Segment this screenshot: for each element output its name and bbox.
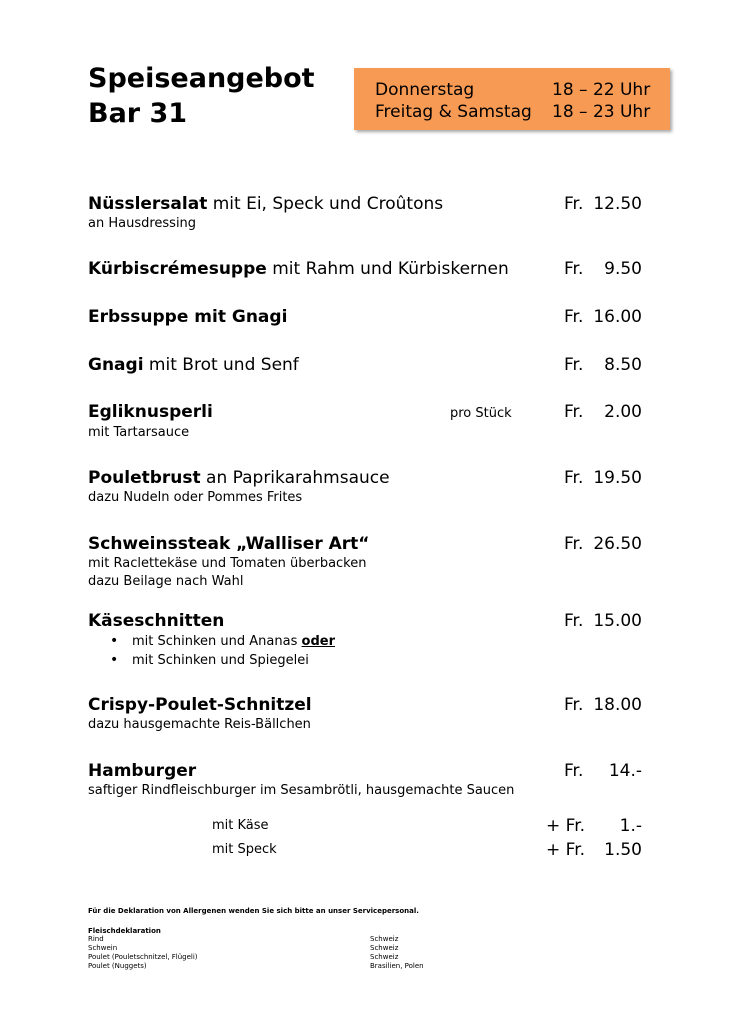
menu-item-name — [88, 401, 213, 423]
menu-item-name — [88, 467, 390, 489]
dish-name: Crispy-Poulet-Schnitzel — [88, 695, 312, 715]
price-currency: Fr. — [564, 468, 584, 488]
extra-price: 1.50 — [604, 840, 642, 860]
page-title-line1: Speiseangebot — [88, 63, 315, 94]
menu-item-name — [88, 258, 509, 280]
meat-origin: Schweiz — [370, 944, 399, 952]
price-value: 26.50 — [593, 534, 642, 554]
dish-name: Gnagi — [88, 355, 144, 375]
hours-day-2: Freitag & Samstag — [375, 102, 532, 122]
dish-description: mit Brot und Senf — [143, 355, 299, 375]
allergen-note — [88, 907, 419, 915]
meat-origin: Brasilien, Polen — [370, 962, 424, 970]
hours-time-1: 18 – 22 Uhr — [552, 80, 651, 100]
meat-item: Schwein — [88, 944, 118, 952]
price-currency: Fr. — [564, 355, 584, 375]
dish-subtext: mit Raclettekäse und Tomaten überbacken — [88, 556, 367, 571]
price-currency: Fr. — [564, 307, 584, 327]
dish-name: Käseschnitten — [88, 611, 225, 631]
dish-name: Hamburger — [88, 761, 197, 781]
option-or: oder — [301, 634, 335, 649]
hours-day-1: Donnerstag — [375, 80, 475, 100]
meat-declaration-title-text: Fleischdeklaration — [88, 927, 161, 935]
page-title-line2: Bar 31 — [88, 98, 188, 129]
meat-declaration-title — [88, 927, 161, 935]
option-item — [110, 632, 335, 651]
dish-name: Schweinssteak „Walliser Art“ — [88, 534, 370, 554]
meat-origin: Schweiz — [370, 953, 399, 961]
option-text: mit Schinken und Spiegelei — [132, 653, 309, 668]
dish-subtext: dazu Nudeln oder Pommes Frites — [88, 490, 303, 505]
dish-name: Pouletbrust — [88, 468, 201, 488]
menu-item-name — [88, 306, 287, 328]
menu-item-name — [88, 610, 224, 632]
meat-item: Poulet (Pouletschnitzel, Flügeli) — [88, 953, 198, 961]
price-value: 8.50 — [604, 355, 642, 375]
price-currency: Fr. — [564, 402, 584, 422]
price-currency: Fr. — [564, 695, 584, 715]
menu-item-name — [88, 760, 196, 782]
extra-currency: + Fr. — [546, 840, 586, 860]
meat-item: Rind — [88, 935, 104, 943]
price-currency: Fr. — [564, 761, 584, 781]
option-item — [110, 651, 335, 670]
price-value: 15.00 — [593, 611, 642, 631]
price-value: 2.00 — [604, 402, 642, 422]
unit-note: pro Stück — [450, 406, 512, 421]
price-value: 9.50 — [604, 259, 642, 279]
price-currency: Fr. — [564, 194, 584, 214]
price-value: 14.- — [608, 761, 642, 781]
dish-name: Nüsslersalat — [88, 194, 208, 214]
price-value: 19.50 — [593, 468, 642, 488]
dish-description: mit Ei, Speck und Croûtons — [207, 194, 444, 214]
menu-item-name — [88, 354, 299, 376]
option-list — [110, 632, 335, 670]
hours-time-2: 18 – 23 Uhr — [552, 102, 651, 122]
dish-name: Egliknusperli — [88, 402, 213, 422]
price-value: 12.50 — [593, 194, 642, 214]
dish-subtext-2: dazu Beilage nach Wahl — [88, 574, 244, 589]
dish-description: an Paprikarahmsauce — [200, 468, 390, 488]
menu-item-name — [88, 193, 443, 215]
dish-subtext: dazu hausgemachte Reis-Bällchen — [88, 717, 311, 732]
price-currency: Fr. — [564, 259, 584, 279]
menu-item-name — [88, 533, 369, 555]
extra-label: mit Speck — [212, 842, 277, 857]
price-value: 16.00 — [593, 307, 642, 327]
price-currency: Fr. — [564, 611, 584, 631]
option-text: mit Schinken und Ananas — [132, 634, 302, 649]
meat-origin: Schweiz — [370, 935, 399, 943]
price-value: 18.00 — [593, 695, 642, 715]
dish-subtext: mit Tartarsauce — [88, 425, 190, 440]
opening-hours-box — [354, 68, 670, 130]
extra-label: mit Käse — [212, 818, 269, 833]
extra-currency: + Fr. — [546, 816, 586, 836]
meat-item: Poulet (Nuggets) — [88, 962, 147, 970]
dish-name: Kürbiscrémesuppe — [88, 259, 267, 279]
extra-price: 1.- — [619, 816, 642, 836]
allergen-note-text: Für die Deklaration von Allergenen wenden Sie sich bitte an unser Servicepersonal. — [88, 907, 419, 915]
dish-subtext: saftiger Rindfleischburger im Sesambrötli, hausgemachte Saucen — [88, 783, 515, 798]
dish-subtext: an Hausdressing — [88, 216, 197, 231]
price-currency: Fr. — [564, 534, 584, 554]
dish-name: Erbssuppe mit Gnagi — [88, 307, 288, 327]
dish-description: mit Rahm und Kürbiskernen — [266, 259, 509, 279]
menu-item-name — [88, 694, 312, 716]
